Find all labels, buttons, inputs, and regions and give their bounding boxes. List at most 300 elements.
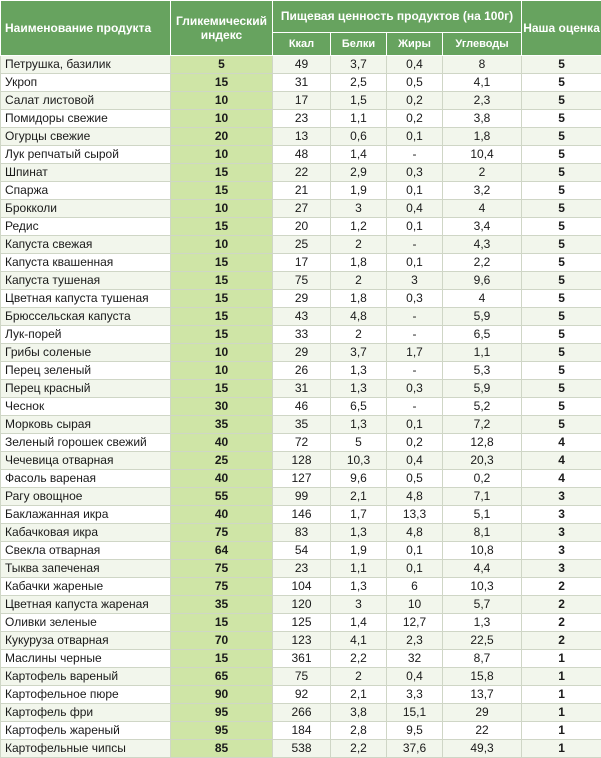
carbs-cell: 2,2	[443, 254, 522, 272]
fat-cell: 3	[387, 272, 443, 290]
table-row	[1, 236, 601, 254]
table-row	[1, 560, 601, 578]
table-row	[1, 686, 601, 704]
protein-cell: 6,5	[331, 398, 387, 416]
fat-cell: 0,1	[387, 560, 443, 578]
fat-cell: -	[387, 398, 443, 416]
fat-cell: 0,1	[387, 218, 443, 236]
protein-cell: 5	[331, 434, 387, 452]
score-cell: 2	[522, 614, 601, 632]
glycemic-index-cell: 15	[171, 218, 273, 236]
carbs-cell: 6,5	[443, 326, 522, 344]
glycemic-index-cell: 5	[171, 56, 273, 74]
kcal-cell: 26	[273, 362, 331, 380]
protein-cell: 4,8	[331, 308, 387, 326]
fat-cell: -	[387, 308, 443, 326]
fat-cell: 0,3	[387, 380, 443, 398]
table-row	[1, 344, 601, 362]
fat-cell: 4,8	[387, 488, 443, 506]
score-cell: 5	[522, 110, 601, 128]
score-cell: 2	[522, 578, 601, 596]
product-name-cell: Цветная капуста жареная	[1, 596, 171, 614]
header-kcal: Ккал	[273, 32, 331, 55]
protein-cell: 1,4	[331, 614, 387, 632]
glycemic-index-cell: 95	[171, 722, 273, 740]
kcal-cell: 46	[273, 398, 331, 416]
fat-cell: 12,7	[387, 614, 443, 632]
protein-cell: 3,8	[331, 704, 387, 722]
protein-cell: 3	[331, 200, 387, 218]
carbs-cell: 12,8	[443, 434, 522, 452]
kcal-cell: 99	[273, 488, 331, 506]
table-row	[1, 434, 601, 452]
protein-cell: 1,1	[331, 110, 387, 128]
table-row	[1, 614, 601, 632]
product-name-cell: Цветная капуста тушеная	[1, 290, 171, 308]
score-cell: 5	[522, 380, 601, 398]
fat-cell: 0,4	[387, 668, 443, 686]
header-fat: Жиры	[387, 32, 443, 55]
carbs-cell: 3,8	[443, 110, 522, 128]
score-cell: 1	[522, 740, 601, 758]
table-row	[1, 506, 601, 524]
protein-cell: 1,3	[331, 362, 387, 380]
score-cell: 1	[522, 686, 601, 704]
table-row	[1, 110, 601, 128]
carbs-cell: 4	[443, 200, 522, 218]
kcal-cell: 21	[273, 182, 331, 200]
table-row	[1, 128, 601, 146]
product-name-cell: Салат листовой	[1, 92, 171, 110]
fat-cell: 0,4	[387, 452, 443, 470]
product-name-cell: Чечевица отварная	[1, 452, 171, 470]
fat-cell: 32	[387, 650, 443, 668]
glycemic-index-cell: 25	[171, 452, 273, 470]
fat-cell: -	[387, 146, 443, 164]
score-cell: 3	[522, 524, 601, 542]
fat-cell: 15,1	[387, 704, 443, 722]
product-name-cell: Помидоры свежие	[1, 110, 171, 128]
protein-cell: 1,8	[331, 254, 387, 272]
fat-cell: 0,5	[387, 74, 443, 92]
carbs-cell: 3,2	[443, 182, 522, 200]
product-name-cell: Кабачки жареные	[1, 578, 171, 596]
carbs-cell: 10,8	[443, 542, 522, 560]
score-cell: 5	[522, 416, 601, 434]
carbs-cell: 3,4	[443, 218, 522, 236]
kcal-cell: 13	[273, 128, 331, 146]
protein-cell: 1,4	[331, 146, 387, 164]
score-cell: 1	[522, 668, 601, 686]
carbs-cell: 5,1	[443, 506, 522, 524]
fat-cell: 0,5	[387, 470, 443, 488]
protein-cell: 1,9	[331, 542, 387, 560]
protein-cell: 1,7	[331, 506, 387, 524]
protein-cell: 2,1	[331, 488, 387, 506]
table-body	[1, 56, 601, 758]
product-name-cell: Тыква запеченая	[1, 560, 171, 578]
protein-cell: 0,6	[331, 128, 387, 146]
glycemic-index-cell: 70	[171, 632, 273, 650]
kcal-cell: 104	[273, 578, 331, 596]
table-row	[1, 632, 601, 650]
kcal-cell: 20	[273, 218, 331, 236]
table-row	[1, 326, 601, 344]
table-row	[1, 488, 601, 506]
protein-cell: 1,5	[331, 92, 387, 110]
kcal-cell: 31	[273, 74, 331, 92]
carbs-cell: 4,1	[443, 74, 522, 92]
table-row	[1, 272, 601, 290]
protein-cell: 1,3	[331, 578, 387, 596]
fat-cell: 3,3	[387, 686, 443, 704]
score-cell: 4	[522, 452, 601, 470]
glycemic-index-cell: 75	[171, 578, 273, 596]
kcal-cell: 25	[273, 236, 331, 254]
glycemic-index-cell: 15	[171, 290, 273, 308]
score-cell: 5	[522, 272, 601, 290]
product-name-cell: Капуста тушеная	[1, 272, 171, 290]
glycemic-index-cell: 15	[171, 380, 273, 398]
product-name-cell: Свекла отварная	[1, 542, 171, 560]
protein-cell: 2,2	[331, 740, 387, 758]
score-cell: 5	[522, 56, 601, 74]
table-row	[1, 722, 601, 740]
score-cell: 5	[522, 128, 601, 146]
carbs-cell: 9,6	[443, 272, 522, 290]
carbs-cell: 2	[443, 164, 522, 182]
table-row	[1, 578, 601, 596]
score-cell: 1	[522, 722, 601, 740]
table-row	[1, 74, 601, 92]
fat-cell: 6	[387, 578, 443, 596]
fat-cell: 37,6	[387, 740, 443, 758]
carbs-cell: 8,1	[443, 524, 522, 542]
glycemic-index-cell: 40	[171, 506, 273, 524]
product-name-cell: Морковь сырая	[1, 416, 171, 434]
glycemic-index-cell: 15	[171, 308, 273, 326]
product-name-cell: Рагу овощное	[1, 488, 171, 506]
protein-cell: 1,9	[331, 182, 387, 200]
fat-cell: 0,1	[387, 416, 443, 434]
kcal-cell: 184	[273, 722, 331, 740]
product-name-cell: Картофельное пюре	[1, 686, 171, 704]
table-row	[1, 470, 601, 488]
protein-cell: 10,3	[331, 452, 387, 470]
product-name-cell: Перец зеленый	[1, 362, 171, 380]
product-name-cell: Спаржа	[1, 182, 171, 200]
kcal-cell: 17	[273, 254, 331, 272]
protein-cell: 2	[331, 326, 387, 344]
score-cell: 5	[522, 218, 601, 236]
score-cell: 5	[522, 326, 601, 344]
fat-cell: 0,4	[387, 200, 443, 218]
product-name-cell: Укроп	[1, 74, 171, 92]
score-cell: 5	[522, 74, 601, 92]
score-cell: 5	[522, 200, 601, 218]
fat-cell: 0,1	[387, 128, 443, 146]
protein-cell: 1,8	[331, 290, 387, 308]
fat-cell: 0,2	[387, 92, 443, 110]
fat-cell: 0,3	[387, 164, 443, 182]
kcal-cell: 266	[273, 704, 331, 722]
kcal-cell: 146	[273, 506, 331, 524]
glycemic-index-cell: 15	[171, 272, 273, 290]
fat-cell: -	[387, 326, 443, 344]
glycemic-index-cell: 10	[171, 236, 273, 254]
protein-cell: 2,5	[331, 74, 387, 92]
fat-cell: 1,7	[387, 344, 443, 362]
kcal-cell: 538	[273, 740, 331, 758]
table-row	[1, 56, 601, 74]
product-name-cell: Картофель жареный	[1, 722, 171, 740]
carbs-cell: 5,2	[443, 398, 522, 416]
glycemic-index-cell: 90	[171, 686, 273, 704]
carbs-cell: 4,3	[443, 236, 522, 254]
glycemic-index-cell: 75	[171, 524, 273, 542]
glycemic-index-cell: 15	[171, 164, 273, 182]
kcal-cell: 23	[273, 560, 331, 578]
kcal-cell: 29	[273, 344, 331, 362]
glycemic-index-cell: 15	[171, 326, 273, 344]
protein-cell: 3	[331, 596, 387, 614]
product-name-cell: Брюссельская капуста	[1, 308, 171, 326]
table-row	[1, 542, 601, 560]
glycemic-index-cell: 35	[171, 596, 273, 614]
score-cell: 5	[522, 146, 601, 164]
product-name-cell: Картофельные чипсы	[1, 740, 171, 758]
glycemic-index-cell: 10	[171, 146, 273, 164]
carbs-cell: 5,9	[443, 308, 522, 326]
carbs-cell: 5,9	[443, 380, 522, 398]
score-cell: 2	[522, 596, 601, 614]
kcal-cell: 72	[273, 434, 331, 452]
fat-cell: 2,3	[387, 632, 443, 650]
table-row	[1, 650, 601, 668]
kcal-cell: 48	[273, 146, 331, 164]
kcal-cell: 75	[273, 668, 331, 686]
kcal-cell: 54	[273, 542, 331, 560]
header-score: Наша оценка	[522, 1, 601, 56]
protein-cell: 3,7	[331, 56, 387, 74]
fat-cell: 0,2	[387, 110, 443, 128]
fat-cell: 9,5	[387, 722, 443, 740]
header-protein: Белки	[331, 32, 387, 55]
score-cell: 5	[522, 344, 601, 362]
protein-cell: 1,3	[331, 416, 387, 434]
carbs-cell: 4	[443, 290, 522, 308]
carbs-cell: 5,3	[443, 362, 522, 380]
kcal-cell: 123	[273, 632, 331, 650]
glycemic-index-cell: 10	[171, 344, 273, 362]
carbs-cell: 29	[443, 704, 522, 722]
kcal-cell: 128	[273, 452, 331, 470]
kcal-cell: 29	[273, 290, 331, 308]
table-row	[1, 146, 601, 164]
glycemic-index-cell: 35	[171, 416, 273, 434]
header-product-name: Наименование продукта	[1, 1, 171, 56]
fat-cell: 0,1	[387, 182, 443, 200]
protein-cell: 1,3	[331, 524, 387, 542]
protein-cell: 2,8	[331, 722, 387, 740]
header-nutrition-group: Пищевая ценность продуктов (на 100г)	[273, 1, 522, 33]
kcal-cell: 127	[273, 470, 331, 488]
carbs-cell: 10,3	[443, 578, 522, 596]
glycemic-index-cell: 15	[171, 614, 273, 632]
kcal-cell: 361	[273, 650, 331, 668]
carbs-cell: 7,1	[443, 488, 522, 506]
protein-cell: 2,2	[331, 650, 387, 668]
fat-cell: 4,8	[387, 524, 443, 542]
kcal-cell: 75	[273, 272, 331, 290]
score-cell: 5	[522, 398, 601, 416]
table-row	[1, 182, 601, 200]
kcal-cell: 27	[273, 200, 331, 218]
table-row	[1, 704, 601, 722]
protein-cell: 2	[331, 272, 387, 290]
fat-cell: 10	[387, 596, 443, 614]
glycemic-index-cell: 15	[171, 74, 273, 92]
carbs-cell: 22	[443, 722, 522, 740]
glycemic-index-cell: 10	[171, 362, 273, 380]
carbs-cell: 1,8	[443, 128, 522, 146]
carbs-cell: 13,7	[443, 686, 522, 704]
product-name-cell: Чеснок	[1, 398, 171, 416]
kcal-cell: 125	[273, 614, 331, 632]
score-cell: 5	[522, 182, 601, 200]
score-cell: 4	[522, 470, 601, 488]
protein-cell: 4,1	[331, 632, 387, 650]
glycemic-index-cell: 40	[171, 470, 273, 488]
table-row	[1, 668, 601, 686]
score-cell: 2	[522, 632, 601, 650]
score-cell: 5	[522, 254, 601, 272]
score-cell: 1	[522, 704, 601, 722]
glycemic-index-cell: 55	[171, 488, 273, 506]
fat-cell: 0,1	[387, 542, 443, 560]
table-row	[1, 524, 601, 542]
protein-cell: 2,1	[331, 686, 387, 704]
protein-cell: 2,9	[331, 164, 387, 182]
product-name-cell: Кабачковая икра	[1, 524, 171, 542]
fat-cell: 13,3	[387, 506, 443, 524]
kcal-cell: 23	[273, 110, 331, 128]
protein-cell: 1,3	[331, 380, 387, 398]
table-row	[1, 290, 601, 308]
glycemic-index-cell: 15	[171, 254, 273, 272]
glycemic-index-cell: 15	[171, 650, 273, 668]
score-cell: 1	[522, 650, 601, 668]
score-cell: 3	[522, 560, 601, 578]
glycemic-index-cell: 10	[171, 92, 273, 110]
product-name-cell: Капуста свежая	[1, 236, 171, 254]
kcal-cell: 83	[273, 524, 331, 542]
protein-cell: 2	[331, 668, 387, 686]
product-name-cell: Картофель фри	[1, 704, 171, 722]
fat-cell: 0,4	[387, 56, 443, 74]
product-name-cell: Кукуруза отварная	[1, 632, 171, 650]
kcal-cell: 120	[273, 596, 331, 614]
carbs-cell: 8	[443, 56, 522, 74]
fat-cell: -	[387, 236, 443, 254]
header-carbs: Углеводы	[443, 32, 522, 55]
score-cell: 5	[522, 236, 601, 254]
table-row	[1, 200, 601, 218]
table-row	[1, 398, 601, 416]
carbs-cell: 7,2	[443, 416, 522, 434]
score-cell: 3	[522, 542, 601, 560]
protein-cell: 3,7	[331, 344, 387, 362]
glycemic-index-cell: 20	[171, 128, 273, 146]
table-row	[1, 164, 601, 182]
product-name-cell: Перец красный	[1, 380, 171, 398]
glycemic-index-cell: 65	[171, 668, 273, 686]
carbs-cell: 49,3	[443, 740, 522, 758]
product-name-cell: Огурцы свежие	[1, 128, 171, 146]
carbs-cell: 0,2	[443, 470, 522, 488]
table-row	[1, 92, 601, 110]
glycemic-index-cell: 10	[171, 200, 273, 218]
product-name-cell: Баклажанная икра	[1, 506, 171, 524]
header-glycemic-index: Гликемический индекс	[171, 1, 273, 56]
product-name-cell: Лук-порей	[1, 326, 171, 344]
score-cell: 4	[522, 434, 601, 452]
glycemic-index-cell: 10	[171, 110, 273, 128]
table-header	[1, 1, 601, 56]
kcal-cell: 33	[273, 326, 331, 344]
carbs-cell: 22,5	[443, 632, 522, 650]
glycemic-index-cell: 64	[171, 542, 273, 560]
kcal-cell: 43	[273, 308, 331, 326]
kcal-cell: 22	[273, 164, 331, 182]
table-row	[1, 254, 601, 272]
table-row	[1, 416, 601, 434]
protein-cell: 2	[331, 236, 387, 254]
table-row	[1, 308, 601, 326]
carbs-cell: 15,8	[443, 668, 522, 686]
protein-cell: 1,2	[331, 218, 387, 236]
score-cell: 5	[522, 308, 601, 326]
fat-cell: -	[387, 362, 443, 380]
product-name-cell: Петрушка, базилик	[1, 56, 171, 74]
score-cell: 3	[522, 506, 601, 524]
carbs-cell: 20,3	[443, 452, 522, 470]
product-name-cell: Оливки зеленые	[1, 614, 171, 632]
table-row	[1, 452, 601, 470]
score-cell: 3	[522, 488, 601, 506]
glycemic-index-cell: 95	[171, 704, 273, 722]
protein-cell: 9,6	[331, 470, 387, 488]
score-cell: 5	[522, 290, 601, 308]
fat-cell: 0,1	[387, 254, 443, 272]
carbs-cell: 10,4	[443, 146, 522, 164]
glycemic-index-cell: 85	[171, 740, 273, 758]
product-name-cell: Картофель вареный	[1, 668, 171, 686]
product-name-cell: Шпинат	[1, 164, 171, 182]
product-name-cell: Редис	[1, 218, 171, 236]
product-name-cell: Грибы соленые	[1, 344, 171, 362]
carbs-cell: 4,4	[443, 560, 522, 578]
kcal-cell: 17	[273, 92, 331, 110]
product-name-cell: Капуста квашенная	[1, 254, 171, 272]
protein-cell: 1,1	[331, 560, 387, 578]
kcal-cell: 35	[273, 416, 331, 434]
product-name-cell: Брокколи	[1, 200, 171, 218]
carbs-cell: 1,3	[443, 614, 522, 632]
glycemic-index-cell: 30	[171, 398, 273, 416]
kcal-cell: 49	[273, 56, 331, 74]
carbs-cell: 2,3	[443, 92, 522, 110]
